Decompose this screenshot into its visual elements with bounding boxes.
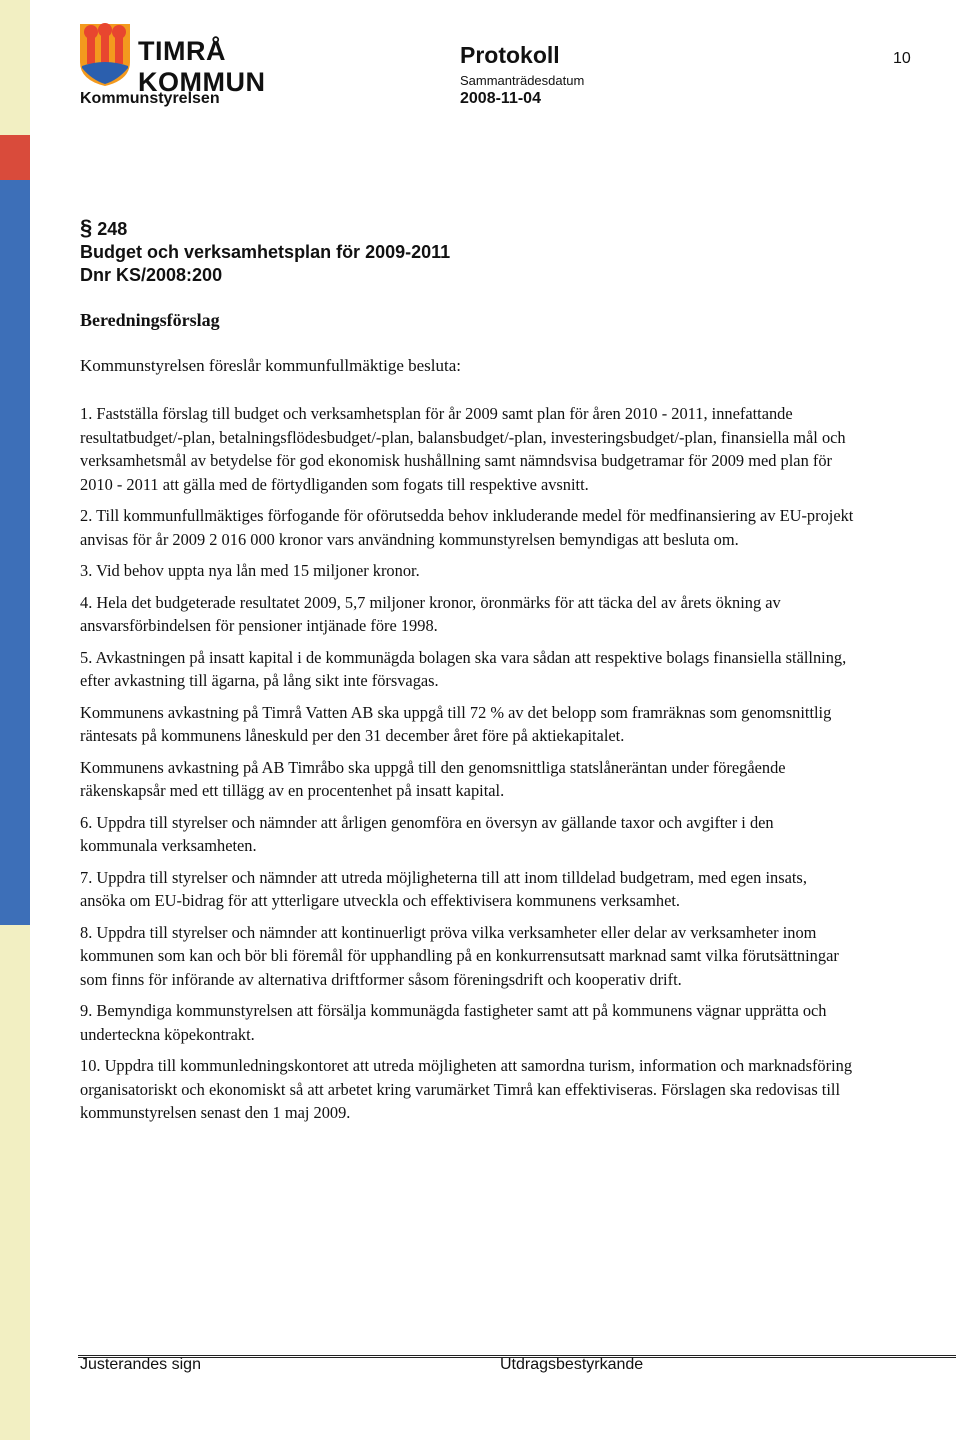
proposal-item: 3. Vid behov uppta nya lån med 15 miljoner kronor. <box>80 561 420 580</box>
proposal-item: 8. Uppdra till styrelser och nämnder att kontinuerligt pröva vilka verksamheter eller delar av verksamheter inom kommunen som kan och bör bli föremål för upphandling på en konkurrensutsatt marknad samt vilka förutsättningar som finns för införande av alternativa driftformer såsom föreningsdrift och kooperativ drift. <box>80 922 839 989</box>
section-number-line <box>80 216 780 241</box>
proposal-intro: Kommunstyrelsen föreslår kommunfullmäktige besluta: <box>80 356 462 375</box>
section-number: 248 <box>97 219 128 239</box>
proposal-item: Kommunens avkastning på Timrå Vatten AB ska uppgå till 72 % av det belopp som framräknas som genomsnittlig räntesats på kommunens låneskuld per den 31 december året före på aktiekapitalet. <box>80 702 832 745</box>
document-type: Protokoll <box>460 42 560 68</box>
side-strip-yellow-top <box>0 0 30 135</box>
page-number: 10 <box>893 50 911 67</box>
meeting-date: 2008-11-04 <box>460 90 541 107</box>
logo-wordmark: TIMRÅ KOMMUN <box>138 36 266 97</box>
side-strip-blue <box>0 180 30 925</box>
paragraph-symbol: § <box>80 215 93 240</box>
proposal-item: Kommunens avkastning på AB Timråbo ska uppgå till den genomsnittliga statslåneräntan under föregående räkenskapsår med ett tillägg av en procentenhet på insatt kapital. <box>80 757 786 800</box>
section-title: Budget och verksamhetsplan för 2009-2011 <box>80 242 451 262</box>
proposal-item: 5. Avkastningen på insatt kapital i de kommunägda bolagen ska vara sådan att respektive bolags finansiella ställning, efter avkastning till ägarna, på lång sikt inte försvagas. <box>80 647 847 690</box>
case-number: Dnr KS/2008:200 <box>80 265 223 285</box>
section-heading <box>80 216 780 287</box>
proposal-item: 9. Bemyndiga kommunstyrelsen att försälja kommunägda fastigheter samt att på kommunens vägnar upprätta och underteckna köpekontrakt. <box>80 1001 827 1044</box>
signature-label: Justerandes sign <box>80 1356 201 1373</box>
proposal-item: 1. Fastställa förslag till budget och verksamhetsplan för år 2009 samt plan för åren 2010 - 2011, innefattande resultatbudget/-plan, betalningsflödesbudget/-plan, balansbudget/-plan, investeringsbudget/-plan, finansiella mål och verksamhetsmål av betydelse för god ekonomisk hushållning samt nämndsvisa budgetramar för 2009 med plan för 2010 - 2011 att gälla med de förtydliganden som fogats till respektive avsnitt. <box>80 404 846 494</box>
side-strip-red <box>0 135 30 180</box>
proposal-body <box>80 402 855 1133</box>
organization-name: Kommunstyrelsen <box>80 90 220 107</box>
certification-label: Utdragsbestyrkande <box>500 1356 644 1373</box>
proposal-item: 2. Till kommunfullmäktiges förfogande för oförutsedda behov inkluderande medel för medfinansiering av EU-projekt anvisas för år 2009 2 016 000 kronor vars användning kommunstyrelsen bemyndigas att besluta om. <box>80 506 854 549</box>
side-strip-yellow-bottom <box>0 925 30 1440</box>
proposal-item: 6. Uppdra till styrelser och nämnder att årligen genomföra en översyn av gällande taxor och avgifter i den kommunala verksamheten. <box>80 812 774 855</box>
proposal-heading: Beredningsförslag <box>80 310 220 330</box>
proposal-item: 7. Uppdra till styrelser och nämnder att utreda möjligheterna till att inom tilldelad budgetram, med egen insats, ansöka om EU-bidrag för att ytterligare utveckla och effektivisera kommunens verksamhet. <box>80 867 807 910</box>
proposal-item: 10. Uppdra till kommunledningskontoret att utreda möjligheten att samordna turism, information och marknadsföring organisatoriskt och ekonomiskt så att arbetet kring varumärket Timrå kan effektiviseras. Förslagen ska redovisas till kommunstyrelsen senast den 1 maj 2009. <box>80 1056 853 1122</box>
proposal-item: 4. Hela det budgeterade resultatet 2009, 5,7 miljoner kronor, öronmärks för att täcka del av årets ökning av ansvarsförbindelsen för pensioner intjänade före 1998. <box>80 592 781 635</box>
timra-kommun-logo <box>78 22 338 97</box>
meeting-date-label: Sammanträdesdatum <box>460 73 585 88</box>
municipal-shield-icon <box>78 22 132 88</box>
